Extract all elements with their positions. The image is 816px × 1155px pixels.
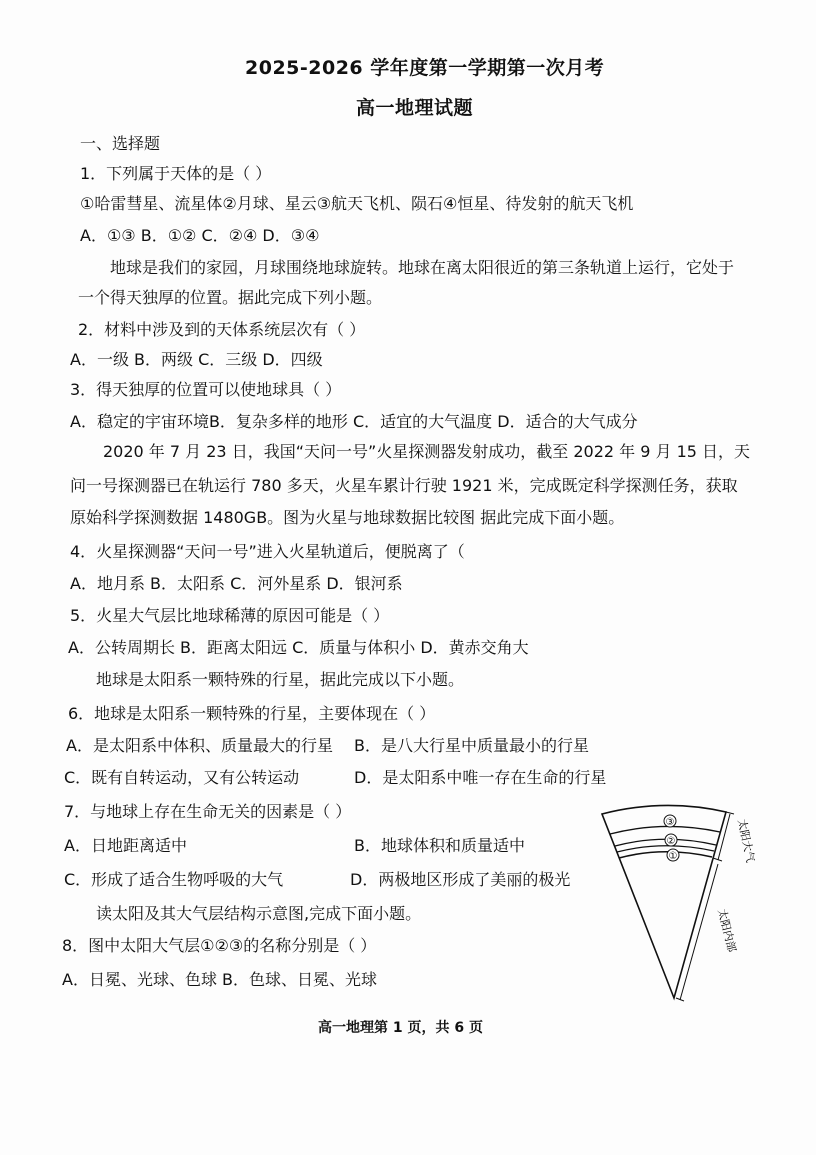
atmosphere-bracket-tick-top: [726, 812, 734, 814]
material-2-line-2: 问一号探测器已在轨运行 780 多天，火星车累计行驶 1921 米，完成既定科学探测任务，获取: [70, 476, 738, 495]
question-8-options: A．日冕、光球、色球 B．色球、日冕、光球: [62, 970, 378, 989]
question-1-items: ①哈雷彗星、流星体②月球、星云③航天飞机、陨石④恒星、待发射的航天飞机: [80, 194, 634, 213]
question-4-options: A．地月系 B．太阳系 C．河外星系 D．银河系: [70, 574, 403, 593]
question-6-stem: 6．地球是太阳系一颗特殊的行星，主要体现在（ ）: [68, 704, 436, 723]
atmosphere-bracket-tick-bottom: [713, 858, 722, 861]
question-5-options: A．公转周期长 B．距离太阳远 C．质量与体积小 D．黄赤交角大: [68, 638, 529, 657]
question-7-option-d: D．两极地区形成了美丽的极光: [350, 870, 571, 889]
interior-side-label: 太阳内部: [715, 907, 739, 954]
photosphere-boundary: [619, 852, 712, 858]
interior-bracket: [680, 864, 718, 1000]
layer-3-label: ③: [665, 817, 675, 828]
question-6-option-d: D．是太阳系中唯一存在生命的行星: [354, 768, 607, 787]
question-1-stem: 1．下列属于天体的是（ ）: [80, 164, 272, 183]
section-heading: 一、选择题: [80, 134, 161, 153]
material-4-line-1: 读太阳及其大气层结构示意图,完成下面小题。: [96, 904, 422, 923]
question-7-stem: 7．与地球上存在生命无关的因素是（ ）: [64, 802, 352, 821]
question-6-option-a: A．是太阳系中体积、质量最大的行星: [66, 736, 333, 755]
question-3-stem: 3．得天独厚的位置可以使地球具（ ）: [70, 380, 342, 399]
question-8-stem: 8．图中太阳大气层①②③的名称分别是（ ）: [62, 936, 377, 955]
page-footer: 高一地理第 1 页，共 6 页: [318, 1020, 483, 1036]
layer-1-label: ①: [668, 851, 678, 862]
atmosphere-side-label: 太阳大气: [735, 817, 757, 864]
question-5-stem: 5．火星大气层比地球稀薄的原因可能是（ ）: [70, 606, 390, 625]
material-3-line-1: 地球是太阳系一颗特殊的行星，据此完成以下小题。: [96, 670, 465, 689]
question-2-stem: 2．材料中涉及到的天体系统层次有（ ）: [78, 320, 366, 339]
question-7-option-a: A．日地距离适中: [64, 836, 187, 855]
question-3-options: A．稳定的宇宙环境B．复杂多样的地形 C．适宜的大气温度 D．适合的大气成分: [70, 412, 638, 431]
sun-structure-diagram: [598, 800, 758, 1005]
question-7-option-c: C．形成了适合生物呼吸的大气: [64, 870, 284, 889]
page-title: 2025-2026 学年度第一学期第一次月考: [245, 57, 605, 79]
question-7-option-b: B．地球体积和质量适中: [354, 836, 525, 855]
page-subtitle: 高一地理试题: [356, 97, 474, 119]
question-6-option-b: B．是八大行星中质量最小的行星: [354, 736, 589, 755]
question-2-options: A．一级 B．两级 C．三级 D．四级: [70, 350, 323, 369]
layer-2-label: ②: [666, 836, 676, 847]
question-4-stem: 4．火星探测器“天问一号”进入火星轨道后，便脱离了（: [70, 542, 465, 561]
material-2-line-3: 原始科学探测数据 1480GB。图为火星与地球数据比较图 据此完成下面小题。: [70, 508, 625, 527]
question-1-options: A．①③ B．①② C．②④ D．③④: [80, 226, 320, 245]
material-1-line-1: 地球是我们的家园，月球围绕地球旋转。地球在离太阳很近的第三条轨道上运行，它处于: [110, 258, 735, 277]
material-2-line-1: 2020 年 7 月 23 日，我国“天问一号”火星探测器发射成功，截至 2022 年 9 月 15 日，天: [103, 442, 751, 461]
question-6-option-c: C．既有自转运动，又有公转运动: [64, 768, 300, 787]
material-1-line-2: 一个得天独厚的位置。据此完成下列小题。: [78, 288, 383, 307]
